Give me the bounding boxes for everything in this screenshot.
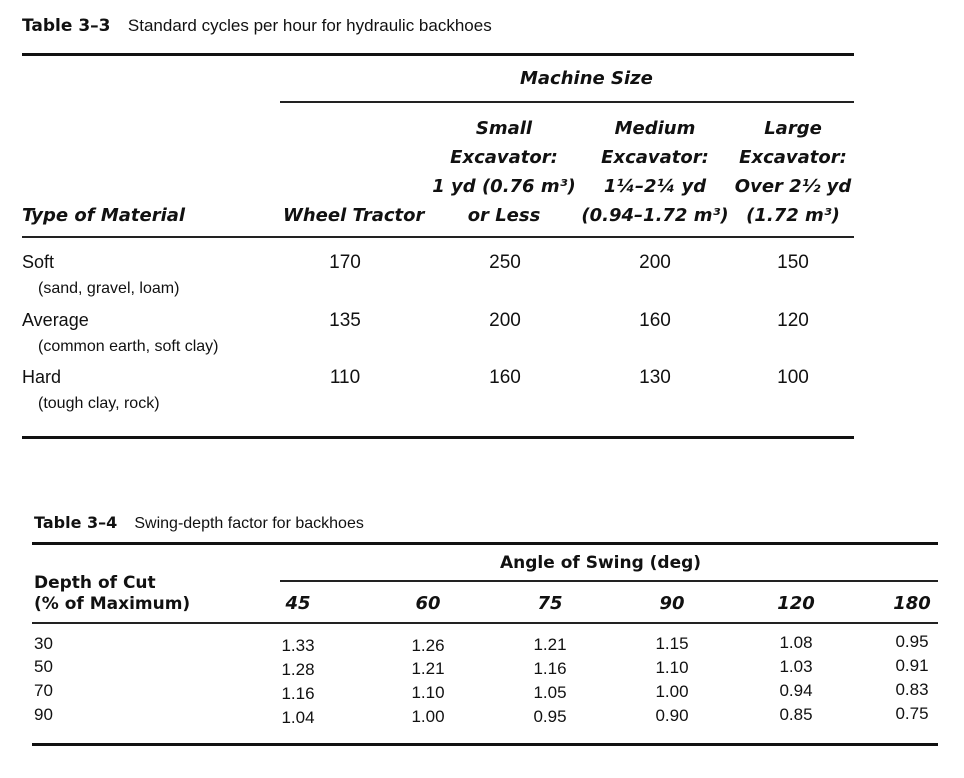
factor-70-120: 0.94 xyxy=(779,681,813,700)
table-3-3-group-rule xyxy=(280,101,854,103)
table-3-3-bottom-rule xyxy=(22,436,854,439)
col-header-small-excavator xyxy=(430,114,578,230)
cell-hard-large: 100 xyxy=(777,367,809,388)
factor-70-75: 1.05 xyxy=(533,683,567,702)
material-average-examples: (common earth, soft clay) xyxy=(38,338,219,355)
cell-hard-medium: 130 xyxy=(639,367,671,388)
material-hard-examples: (tough clay, rock) xyxy=(38,395,160,412)
large-header-line: Large xyxy=(764,118,822,139)
cell-soft-medium: 200 xyxy=(639,252,671,273)
factor-90-90: 0.90 xyxy=(655,706,689,725)
cell-average-large: 120 xyxy=(777,310,809,331)
cell-average-small: 200 xyxy=(489,310,521,331)
table-3-4-title: Swing-depth factor for backhoes xyxy=(134,515,364,532)
factor-50-180: 0.91 xyxy=(895,656,929,675)
cell-soft-small: 250 xyxy=(489,252,521,273)
depth-header-line: Depth of Cut xyxy=(34,573,156,593)
table-3-3-caption xyxy=(22,16,492,36)
col-header-medium-excavator xyxy=(580,114,730,230)
factor-30-75: 1.21 xyxy=(533,635,567,654)
table-3-4-group-header: Angle of Swing (deg) xyxy=(500,553,702,573)
small-header-line: Excavator: xyxy=(450,147,558,168)
medium-header-line: Excavator: xyxy=(601,147,709,168)
table-3-3-header-rule xyxy=(22,236,854,238)
factor-50-75: 1.16 xyxy=(533,659,567,678)
depth-50: 50 xyxy=(34,657,53,676)
cell-average-medium: 160 xyxy=(639,310,671,331)
angle-header-180: 180 xyxy=(893,593,931,614)
factor-70-90: 1.00 xyxy=(655,682,689,701)
table-3-3-group-header: Machine Size xyxy=(520,68,653,89)
factor-90-180: 0.75 xyxy=(895,704,929,723)
factor-70-60: 1.10 xyxy=(411,683,445,702)
factor-90-120: 0.85 xyxy=(779,705,813,724)
factor-70-180: 0.83 xyxy=(895,680,929,699)
cell-hard-small: 160 xyxy=(489,367,521,388)
depth-90: 90 xyxy=(34,705,53,724)
depth-70: 70 xyxy=(34,681,53,700)
angle-header-90: 90 xyxy=(659,593,685,614)
table-3-3-top-rule xyxy=(22,53,854,56)
factor-90-60: 1.00 xyxy=(411,707,445,726)
col-header-wheel-tractor: Wheel Tractor xyxy=(283,205,425,226)
factor-50-120: 1.03 xyxy=(779,657,813,676)
cell-soft-large: 150 xyxy=(777,252,809,273)
large-header-line: Excavator: xyxy=(739,147,847,168)
small-header-line: or Less xyxy=(467,205,541,226)
material-average: Average xyxy=(22,310,89,330)
cell-soft-wheel: 170 xyxy=(329,252,361,273)
factor-30-180: 0.95 xyxy=(895,632,929,651)
small-header-line: Small xyxy=(475,118,533,139)
factor-90-75: 0.95 xyxy=(533,707,567,726)
table-3-4-bottom-rule xyxy=(32,743,938,746)
medium-header-line: 1¼–2¼ yd xyxy=(603,176,707,197)
table-3-4-number: Table 3–4 xyxy=(34,513,118,532)
angle-header-120: 120 xyxy=(777,593,815,614)
table-3-3-number: Table 3–3 xyxy=(22,16,111,36)
table-3-4-header-rule xyxy=(32,622,938,624)
table-3-3-title: Standard cycles per hour for hydraulic backhoes xyxy=(127,16,492,35)
factor-50-45: 1.28 xyxy=(281,660,315,679)
angle-header-75: 75 xyxy=(537,593,563,614)
small-header-line: 1 yd (0.76 m³) xyxy=(432,176,576,197)
depth-of-cut-header xyxy=(34,573,190,615)
large-header-line: (1.72 m³) xyxy=(746,205,840,226)
col-header-material: Type of Material xyxy=(22,205,186,226)
cell-hard-wheel: 110 xyxy=(329,367,361,388)
col-header-large-excavator xyxy=(730,114,856,230)
material-soft: Soft xyxy=(22,252,55,272)
factor-50-90: 1.10 xyxy=(655,658,689,677)
table-3-4-top-rule xyxy=(32,542,938,545)
medium-header-line: (0.94–1.72 m³) xyxy=(581,205,729,226)
depth-header-line: (% of Maximum) xyxy=(34,594,191,614)
factor-30-60: 1.26 xyxy=(411,636,445,655)
depth-30: 30 xyxy=(34,634,53,653)
factor-30-90: 1.15 xyxy=(655,634,689,653)
table-3-4-group-rule xyxy=(280,580,938,582)
cell-average-wheel: 135 xyxy=(329,310,361,331)
angle-header-60: 60 xyxy=(415,593,441,614)
table-3-4-caption xyxy=(34,513,364,533)
material-hard: Hard xyxy=(22,367,62,387)
factor-70-45: 1.16 xyxy=(281,684,315,703)
factor-30-120: 1.08 xyxy=(779,633,813,652)
factor-90-45: 1.04 xyxy=(281,708,315,727)
angle-header-45: 45 xyxy=(285,593,311,614)
large-header-line: Over 2½ yd xyxy=(734,176,852,197)
medium-header-line: Medium xyxy=(614,118,696,139)
factor-30-45: 1.33 xyxy=(281,636,315,655)
factor-50-60: 1.21 xyxy=(411,659,445,678)
material-soft-examples: (sand, gravel, loam) xyxy=(38,280,180,297)
